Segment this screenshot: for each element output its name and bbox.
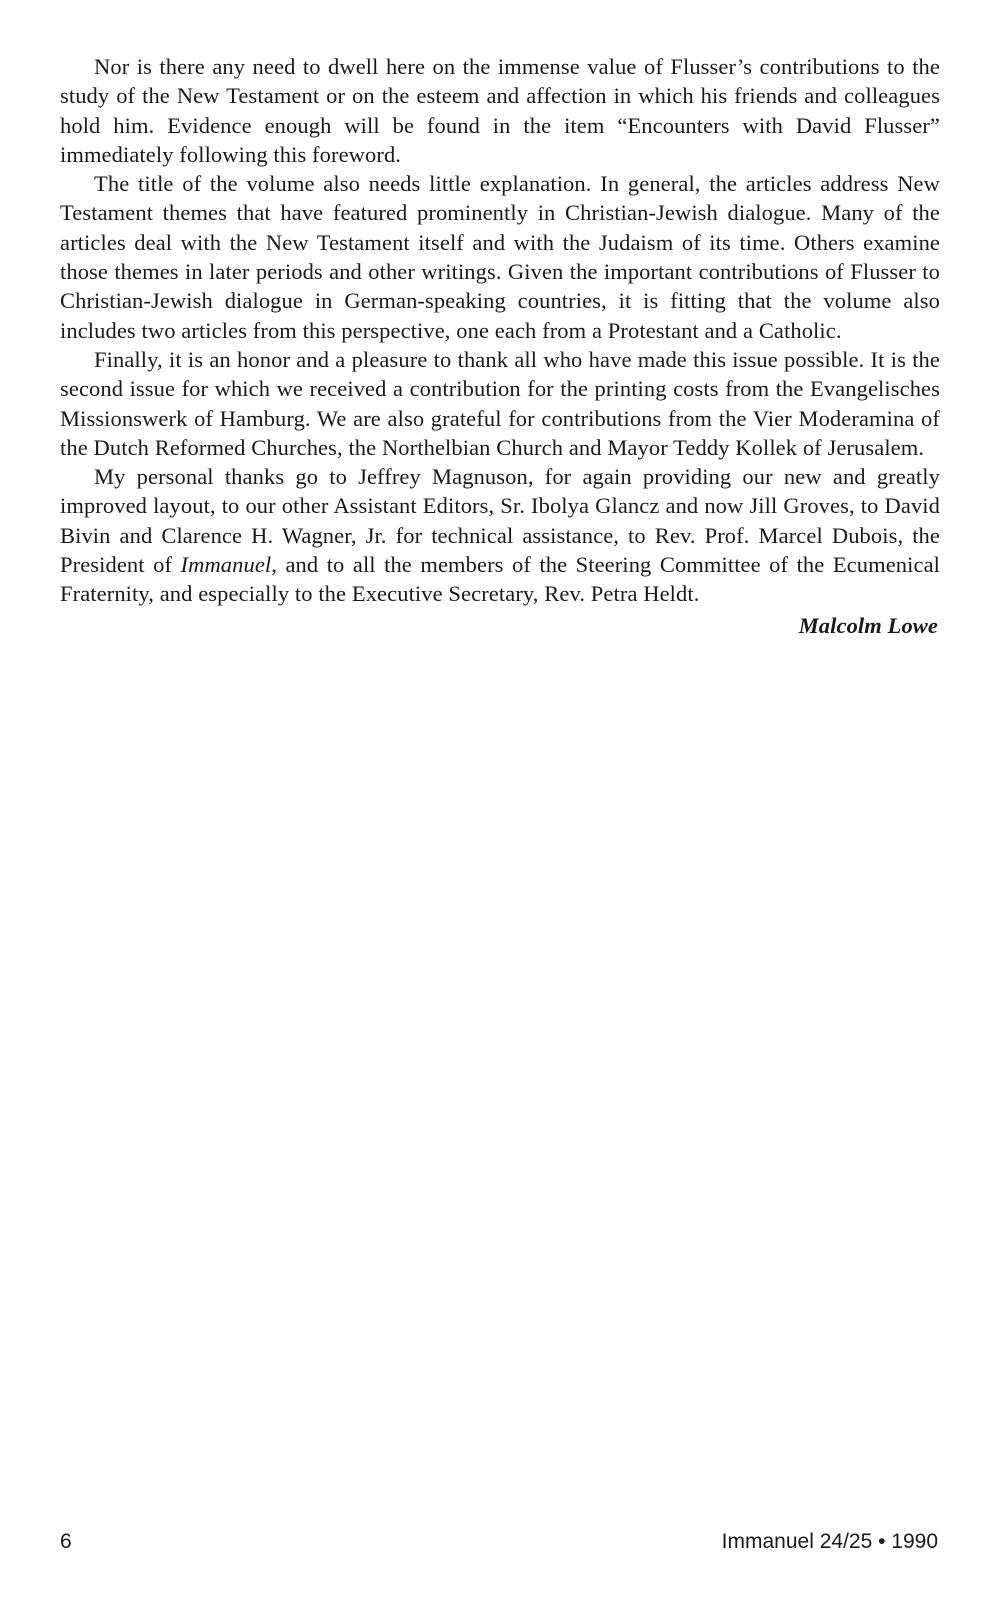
paragraph-3-text: Finally, it is an honor and a pleasure to thank all who have made this issue possible. It is the second issue for which we received a contribution for the printing costs from the Evangelisches Missionswerk of Hamburg. We are also grateful for contributions from the Vier Moderamina of the Dutch Reformed Churches, the Northelbian Church and Mayor Teddy Kollek of Jerusalem. (60, 346, 940, 460)
foreword-body (60, 52, 940, 640)
author-signature: Malcolm Lowe (798, 612, 938, 638)
paragraph-3 (60, 345, 940, 462)
paragraph-2-text: The title of the volume also needs little explanation. In general, the articles address New Testament themes that have featured prominently in Christian-Jewish dialogue. Many of the articles deal with the New Testament itself and with the Judaism of its time. Others examine those themes in later periods and other writings. Given the important contributions of Flusser to Christian-Jewish dialogue in German-speaking countries, it is fitting that the volume also includes two articles from this perspective, one each from a Protestant and a Catholic. (60, 171, 940, 343)
page-number: 6 (60, 1530, 72, 1553)
journal-reference: Immanuel 24/25 • 1990 (721, 1530, 938, 1553)
paragraph-4-text-after: and to all the members of the Steering Committee of the Ecumenical Fraternity, and especially to the Executive Secretary, Rev. Petra Heldt. (60, 552, 941, 607)
paragraph-4 (60, 462, 940, 608)
paragraph-1-text: Nor is there any need to dwell here on the immense value of Flusser’s contributions to the study of the New Testament or on the esteem and affection in which his friends and colleagues hold him. Evidence enough will be found in the item “Encounters with David Flusser” immediately following this foreword. (60, 54, 940, 167)
paragraph-4-journal-title: Immanuel, (180, 552, 278, 578)
paragraph-4-text-before: My personal thanks go to Jeffrey Magnuson, for again providing our new and greatly improved layout, to our other Assistant Editors, Sr. Ibolya Glancz and now Jill Groves, to David Bivin and Clarence H. Wagner, Jr. for technical assistance, to Rev. Prof. Marcel Dubois, the President of (60, 464, 940, 578)
paragraph-1 (60, 52, 940, 169)
paragraph-2 (60, 169, 940, 345)
